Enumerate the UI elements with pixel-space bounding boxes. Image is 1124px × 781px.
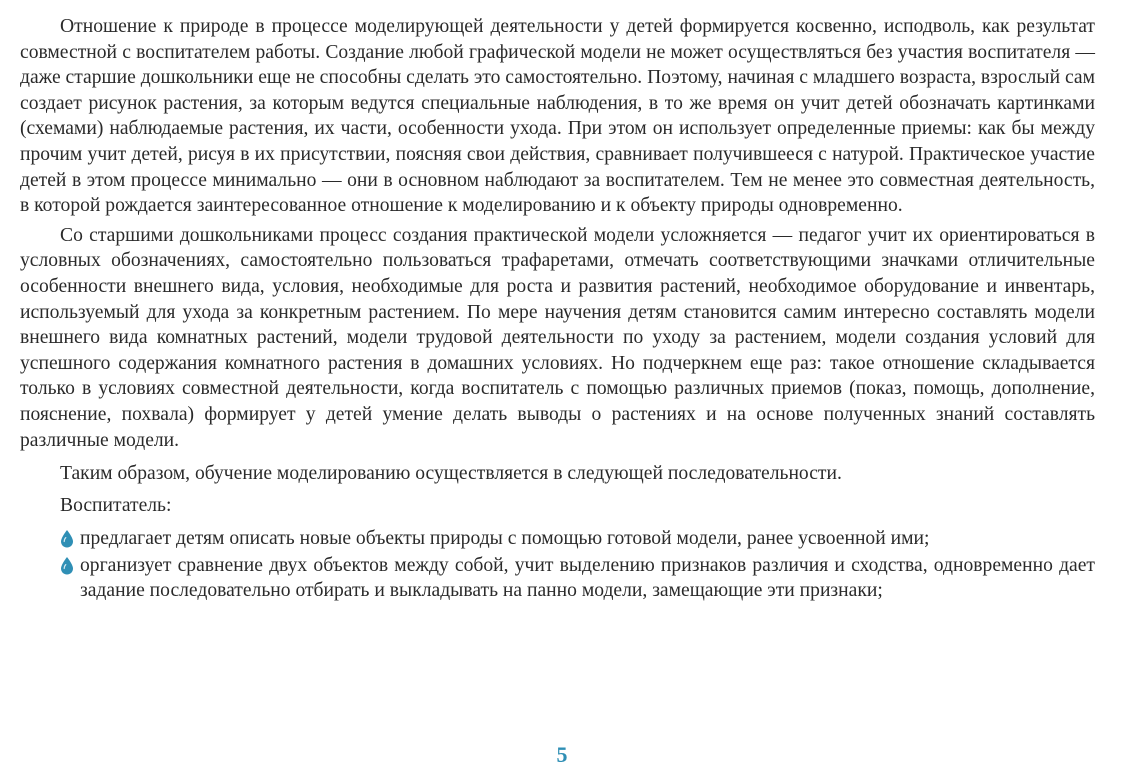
water-drop-icon [60,557,74,575]
list-item [20,526,1095,552]
paragraph-nature-attitude: Отношение к природе в процессе моделирующей деятельности у детей формируется косвенно, исподволь, как результат совместной с воспитателем работы. Создание любой графической модели не может осуществляться без участия воспитателя — даже старшие дошкольники еще не способны сделать это самостоятельно. Поэтому, начиная с младшего возраста, взрослый сам создает рисунок растения, за которым ведутся специальные наблюдения, в то же время он учит детей обозначать картинками (схемами) наблюдаемые растения, их части, особенности ухода. При этом он использует определенные приемы: как бы между прочим учит детей, рисуя в их присутствии, поясняя свои действия, сравнивает получившееся с натурой. Практическое участие детей в этом процессе минимально — они в основном наблюдают за воспитателем. Тем не менее это совместная деятельность, в которой рождается заинтересованное отношение к моделированию и к объекту природы одновременно. [20,16,1096,217]
page-content [20,14,1095,604]
bullet-text: предлагает детям описать новые объекты природы с помощью готовой модели, ранее усвоенной ими; [80,528,930,550]
paragraph-sequence-intro: Таким образом, обучение моделированию осуществляется в следующей последовательности. [60,463,842,485]
bullet-list [20,526,1095,604]
paragraph-older-preschoolers: Со старшими дошкольниками процесс создания практической модели усложняется — педагог учит их ориентироваться в условных обозначениях, самостоятельно пользоваться трафаретами, отмечать соответствующими значками отличительные особенности внешнего вида, условия, необходимые для роста и развития растений, необходимое оборудование и инвентарь, используемый для ухода за конкретным растением. По мере научения детям становится самим интересно составлять модели внешнего вида комнатных растений, модели трудовой деятельности по уходу за растением, модели создания условий для успешного содержания комнатного растения в домашних условиях. Но подчеркнем еще раз: такое отношение складывается только в условиях совместной деятельности, когда воспитатель с помощью различных приемов (показ, помощь, дополнение, пояснение, похвала) формирует у детей умение делать выводы о растениях и на основе полученных знаний составлять различные модели. [20,224,1095,451]
list-item [20,553,1095,604]
paragraph-educator-label: Воспитатель: [60,494,172,516]
water-drop-icon [60,530,74,548]
page-number: 5 [556,742,568,767]
bullet-text: организует сравнение двух объектов между собой, учит выделению признаков различия и сходства, одновременно дает задание последовательно отбирать и выкладывать на панно модели, замещающие эти признаки; [80,554,1095,602]
